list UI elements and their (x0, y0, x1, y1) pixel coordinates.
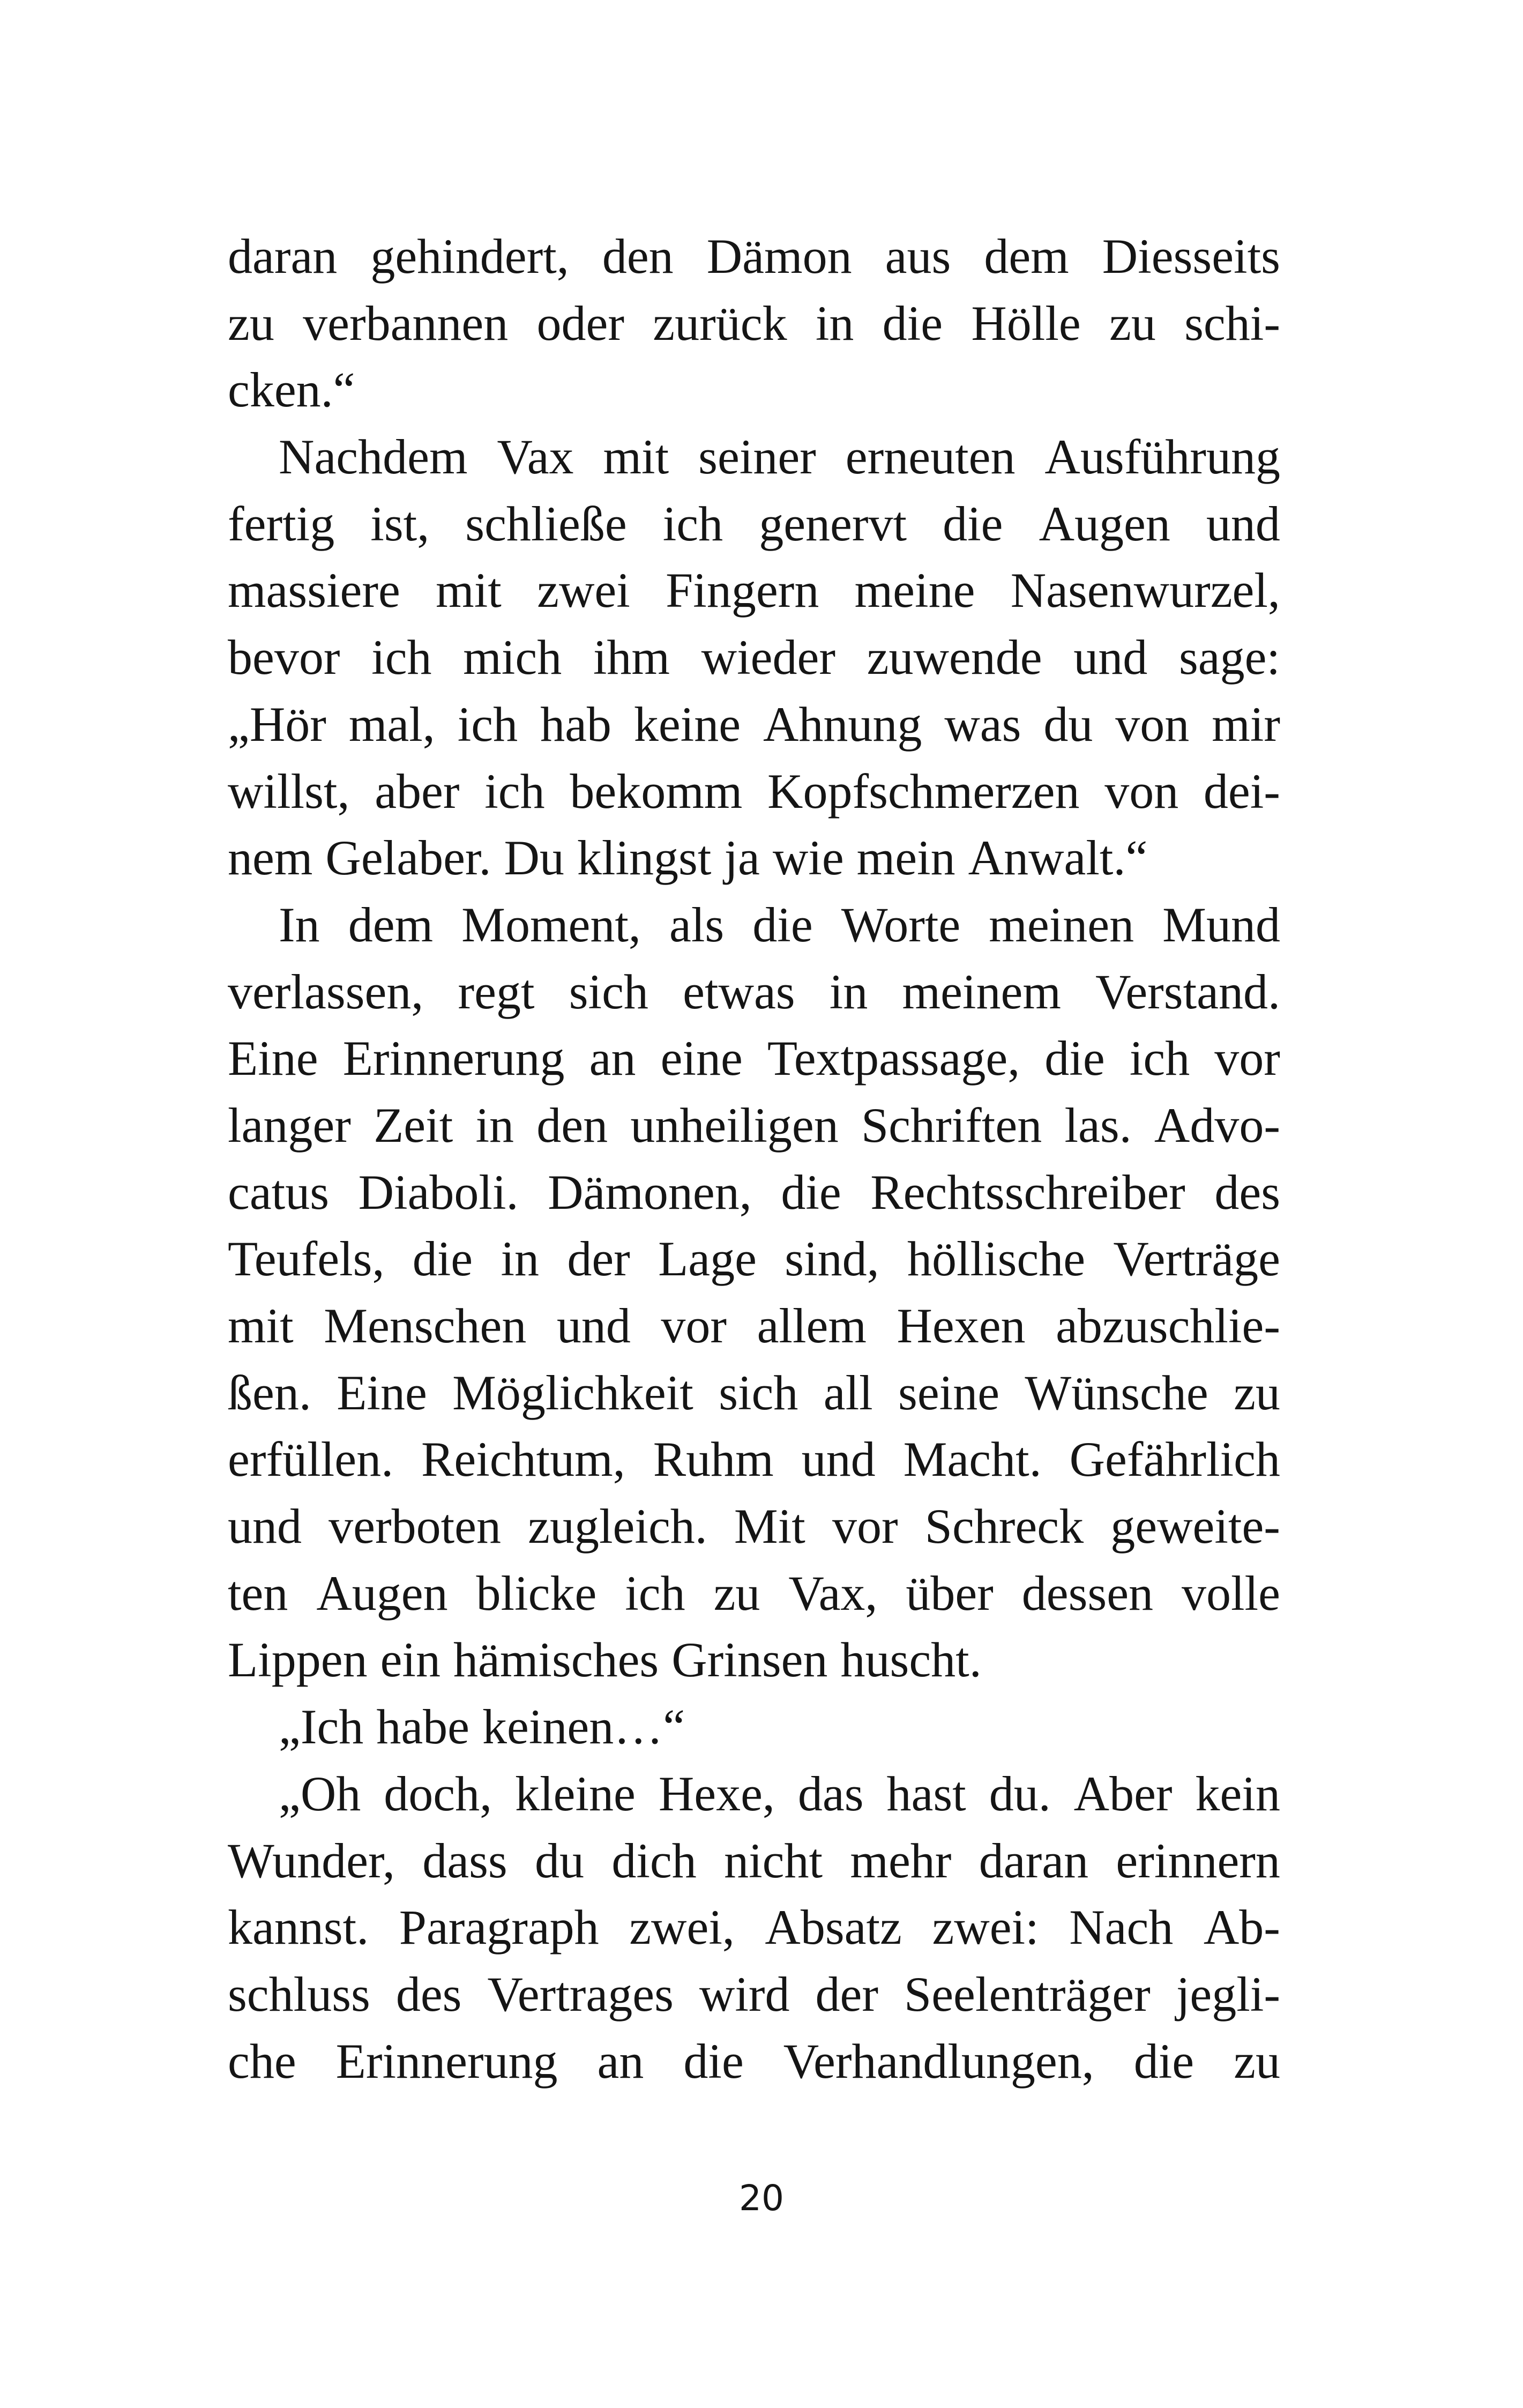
word: Verstand. (1095, 964, 1280, 1019)
word: von (1115, 696, 1190, 752)
word: zu (713, 1565, 760, 1621)
word: ich (662, 496, 723, 551)
word: Diesseits (1102, 229, 1280, 284)
word: mit (603, 429, 669, 485)
word: Kopfschmerzen (767, 763, 1080, 819)
word: Möglichkeit (452, 1365, 693, 1420)
word: ja (724, 830, 760, 886)
text-line (228, 2033, 1280, 2100)
word: sind, (785, 1231, 879, 1287)
word: abzuschlie- (1056, 1298, 1280, 1353)
word: ich (625, 1565, 685, 1621)
word: meinem (902, 964, 1061, 1019)
word: willst, (228, 763, 350, 819)
word: Gefährlich (1069, 1432, 1280, 1487)
word: hast (886, 1766, 966, 1821)
word: Fingern (666, 563, 819, 618)
word: dem (984, 229, 1069, 284)
word: kein (1195, 1766, 1280, 1821)
word: Hölle (971, 295, 1081, 351)
word: cken.“ (228, 362, 355, 418)
word: und (228, 1499, 302, 1554)
word: dem (348, 897, 434, 952)
word: Nachdem (279, 429, 468, 485)
word: ich (457, 696, 518, 752)
text-line (228, 1431, 1280, 1498)
word: Seelenträger (904, 1966, 1151, 2021)
text-line (228, 562, 1280, 629)
word: Anwalt.“ (968, 830, 1148, 886)
page-number: 20 (739, 2177, 784, 2219)
word: wird (699, 1966, 790, 2021)
word: geweite- (1110, 1499, 1280, 1554)
word: Eine (337, 1365, 427, 1420)
word: regt (458, 964, 535, 1019)
word: Verträge (1113, 1231, 1280, 1287)
word: und (1073, 630, 1148, 685)
word: dei- (1203, 763, 1280, 819)
word: las. (1064, 1097, 1132, 1153)
word: Verhandlungen, (783, 2033, 1094, 2089)
text-line (228, 1698, 1280, 1765)
word: des (1214, 1164, 1280, 1220)
word: ist, (370, 496, 430, 551)
text-line (228, 696, 1280, 763)
word: erinnern (1116, 1833, 1280, 1888)
word: mal, (348, 696, 435, 752)
word: verlassen, (228, 964, 424, 1019)
word: allem (757, 1298, 867, 1353)
word: meinen (989, 897, 1134, 952)
word: seiner (698, 429, 816, 485)
word: die (943, 496, 1003, 551)
word: Menschen (324, 1298, 527, 1353)
word: Ab- (1203, 1900, 1280, 1955)
word: erneuten (845, 429, 1016, 485)
word: zugleich. (528, 1499, 707, 1554)
word: massiere (228, 563, 400, 618)
word: vor (1214, 1031, 1280, 1086)
text-line (228, 428, 1280, 495)
word: zu (228, 295, 274, 351)
text-line (228, 228, 1280, 295)
word: du (1043, 696, 1093, 752)
word: zu (1109, 295, 1156, 351)
word: Advo- (1154, 1097, 1280, 1153)
text-line (228, 896, 1280, 963)
word: zu (1234, 1365, 1280, 1420)
word: Vax (497, 429, 574, 485)
word: Augen (316, 1565, 448, 1621)
text-line (228, 1565, 1280, 1632)
word: bekomm (570, 763, 743, 819)
word: Hexen (897, 1298, 1026, 1353)
word: sich (719, 1365, 798, 1420)
word: ihm (593, 630, 670, 685)
word: „Hör (228, 696, 326, 752)
word: Schreck (924, 1499, 1084, 1554)
word: keine (633, 696, 741, 752)
word: hämisches (453, 1632, 659, 1688)
word: all (823, 1365, 873, 1420)
text-line (228, 361, 1280, 428)
word: meine (854, 563, 975, 618)
word: Worte (841, 897, 961, 952)
word: ten (228, 1565, 288, 1621)
word: Aber (1073, 1766, 1173, 1821)
text-line (228, 295, 1280, 362)
word: ich (484, 763, 545, 819)
word: in (501, 1231, 540, 1287)
text-line (228, 1297, 1280, 1364)
word: ich (371, 630, 432, 685)
text-line (228, 1765, 1280, 1832)
word: in (475, 1097, 514, 1153)
text-line (228, 1631, 1280, 1698)
word: in (829, 964, 868, 1019)
word: Reichtum, (421, 1432, 625, 1487)
word: blicke (476, 1565, 597, 1621)
word: „Oh (279, 1766, 361, 1821)
word: Macht. (903, 1432, 1042, 1487)
word: catus (228, 1164, 330, 1220)
word: habe (376, 1699, 469, 1755)
word: du. (989, 1766, 1051, 1821)
text-line (228, 1498, 1280, 1565)
text-line (228, 829, 1280, 896)
word: daran (979, 1833, 1089, 1888)
word: unheiligen (630, 1097, 839, 1153)
word: seine (898, 1365, 1000, 1420)
word: nicht (724, 1833, 823, 1888)
word: dass (422, 1833, 507, 1888)
text-line (228, 963, 1280, 1030)
word: doch, (384, 1766, 492, 1821)
word: Diaboli. (358, 1164, 519, 1220)
word: Nach (1069, 1900, 1174, 1955)
word: du (535, 1833, 585, 1888)
text-line (228, 1832, 1280, 1899)
word: Nasenwurzel, (1010, 563, 1280, 618)
word: mich (463, 630, 562, 685)
word: von (1104, 763, 1179, 819)
word: wieder (701, 630, 835, 685)
word: Dämonen, (548, 1164, 752, 1220)
word: Mit (734, 1499, 805, 1554)
text-line (228, 1097, 1280, 1164)
word: Erinnerung (335, 2033, 558, 2089)
word: keinen…“ (482, 1699, 685, 1755)
word: aus (885, 229, 951, 284)
text-line (228, 1230, 1280, 1297)
text-line (228, 1164, 1280, 1231)
text-line (228, 1899, 1280, 1966)
word: kleine (515, 1766, 636, 1821)
word: den (536, 1097, 608, 1153)
word: zu (1234, 2033, 1280, 2089)
word: Wunder, (228, 1833, 395, 1888)
word: „Ich (279, 1699, 364, 1755)
word: was (944, 696, 1021, 752)
word: Schriften (861, 1097, 1042, 1153)
word: Hexe, (658, 1766, 775, 1821)
word: Wünsche (1025, 1365, 1208, 1420)
word: jegli- (1176, 1966, 1280, 2021)
word: Dämon (706, 229, 852, 284)
body-text (228, 228, 1280, 2099)
word: den (602, 229, 674, 284)
word: ein (380, 1632, 441, 1688)
word: Textpassage, (767, 1031, 1020, 1086)
word: die (752, 897, 813, 952)
text-line (228, 495, 1280, 562)
word: huscht. (840, 1632, 982, 1688)
word: eine (660, 1031, 743, 1086)
word: die (1133, 2033, 1194, 2089)
word: Moment, (461, 897, 641, 952)
word: zwei, (629, 1900, 735, 1955)
word: Paragraph (399, 1900, 599, 1955)
word: hab (540, 696, 611, 752)
word: Lippen (228, 1632, 368, 1688)
word: über (906, 1565, 994, 1621)
word: erfüllen. (228, 1432, 394, 1487)
word: Vax, (788, 1565, 878, 1621)
word: daran (228, 229, 338, 284)
word: klingst (577, 830, 712, 886)
word: Lage (658, 1231, 757, 1287)
word: in (815, 295, 854, 351)
word: die (1044, 1031, 1105, 1086)
word: Vertrages (487, 1966, 674, 2021)
word: mir (1212, 696, 1280, 752)
word: vor (661, 1298, 727, 1353)
word: vor (832, 1499, 898, 1554)
word: mehr (850, 1833, 952, 1888)
word: Mund (1162, 897, 1280, 952)
word: und (801, 1432, 876, 1487)
word: ich (1129, 1031, 1190, 1086)
word: und (556, 1298, 631, 1353)
word: an (597, 2033, 644, 2089)
word: sage: (1178, 630, 1280, 685)
word: zwei (537, 563, 630, 618)
word: die (781, 1164, 841, 1220)
text-line (228, 629, 1280, 696)
word: und (1206, 496, 1280, 551)
text-line (228, 1966, 1280, 2033)
word: wie (772, 830, 844, 886)
word: das (797, 1766, 864, 1821)
word: Du (504, 830, 564, 886)
word: fertig (228, 496, 335, 551)
word: verboten (329, 1499, 502, 1554)
word: Augen (1039, 496, 1170, 551)
word: schi- (1184, 295, 1280, 351)
word: zuwende (867, 630, 1042, 685)
word: an (589, 1031, 636, 1086)
word: langer (228, 1097, 351, 1153)
word: mit (436, 563, 502, 618)
word: bevor (228, 630, 340, 685)
word: etwas (683, 964, 795, 1019)
word: ßen. (228, 1365, 311, 1420)
word: der (567, 1231, 630, 1287)
word: die (882, 295, 943, 351)
text-line (228, 1030, 1280, 1097)
word: Zeit (374, 1097, 453, 1153)
word: che (228, 2033, 296, 2089)
word: Ruhm (653, 1432, 774, 1487)
word: Erinnerung (342, 1031, 565, 1086)
word: die (412, 1231, 473, 1287)
word: nem (228, 830, 313, 886)
word: als (669, 897, 725, 952)
word: zurück (653, 295, 787, 351)
word: verbannen (303, 295, 509, 351)
word: Rechtsschreiber (870, 1164, 1185, 1220)
word: oder (536, 295, 624, 351)
word: schluss (228, 1966, 370, 2021)
word: Gelaber. (325, 830, 491, 886)
word: kannst. (228, 1900, 369, 1955)
word: Teufels, (228, 1231, 385, 1287)
word: schließe (465, 496, 627, 551)
word: Ausführung (1044, 429, 1280, 485)
word: Grinsen (671, 1632, 828, 1688)
word: dessen (1021, 1565, 1154, 1621)
word: mein (856, 830, 955, 886)
word: volle (1181, 1565, 1280, 1621)
word: In (279, 897, 320, 952)
word: aber (375, 763, 460, 819)
word: des (395, 1966, 462, 2021)
word: sich (569, 964, 648, 1019)
word: Eine (228, 1031, 318, 1086)
word: dich (611, 1833, 697, 1888)
word: der (815, 1966, 879, 2021)
word: Ahnung (763, 696, 922, 752)
word: genervt (759, 496, 907, 551)
word: gehindert, (370, 229, 569, 284)
word: höllische (907, 1231, 1086, 1287)
text-line (228, 1364, 1280, 1431)
word: die (683, 2033, 744, 2089)
word: mit (228, 1298, 294, 1353)
word: zwei: (932, 1900, 1039, 1955)
word: Absatz (765, 1900, 902, 1955)
text-line (228, 763, 1280, 830)
